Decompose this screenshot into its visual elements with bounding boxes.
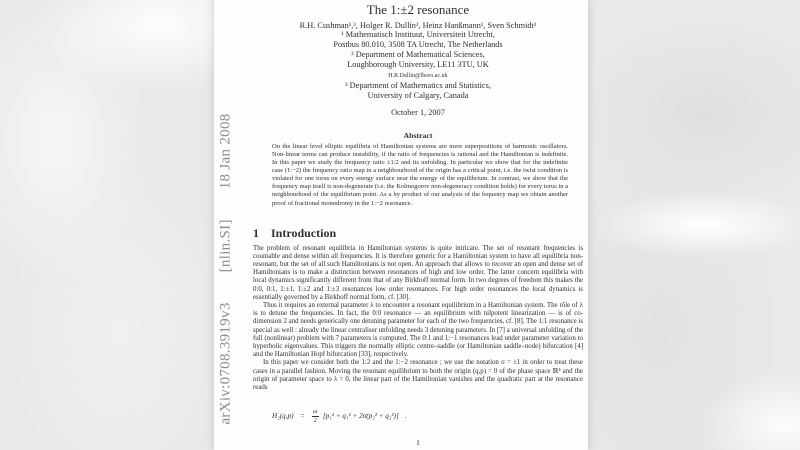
fraction-denominator: 2 — [313, 416, 317, 424]
affiliation-line: Loughborough University, LE11 3TU, UK — [347, 60, 489, 70]
affiliation-line: University of Calgary, Canada — [367, 91, 469, 101]
paragraph: In this paper we consider both the 1:2 and the 1:−2 resonance ; we use the notation σ = ±1 in order to treat these cases in a parallel fashion. Moving the resonant equilibrium to both the origin (q,p) = 0 of the phase space ℝ⁴ and the origin of parameter space to λ = 0, the linear part of the Hamiltonian vanishes and the quadratic part at the resonance reads — [253, 359, 583, 391]
arxiv-id: arXiv:0708.3919v3 — [217, 302, 234, 425]
author-email: H.R.Dullin@lboro.ac.uk — [388, 72, 448, 79]
affiliation-line: ² Department of Mathematical Sciences, — [351, 50, 485, 60]
affiliation-line: ¹ Mathematisch Instituut, Universiteit Utrecht, — [341, 29, 495, 39]
paragraph: The problem of resonant equilibria in Hamiltonian systems is quite intricate. The set of resonant frequencies is countable and dense within all frequencies. It is therefore generic for a Hamiltonian system to have all equilibria non-resonant, but the set of all such Hamiltonians is not open. An approach that allows to recover an open and dense set of Hamiltonians is to make a distinction between resonances of high and low order. The latter concern equilibria with local dynamics significantly different from that of any Birkhoff normal form. In two degrees of freedom this makes the 0:0, 0:1, 1:±1, 1:±2 and 1:±3 resonances low order resonances. For high order resonances the local dynamics is essentially governed by a Birkhoff normal form, cf. [30]. — [253, 244, 583, 301]
authors-line: R.H. Cushman¹,³, Holger R. Dullin², Heinz Hanßmann¹, Sven Schmidt² — [299, 21, 537, 30]
introduction-text — [253, 245, 583, 393]
section-heading — [253, 226, 336, 241]
affiliation-line: Postbus 80.010, 3508 TA Utrecht, The Netherlands — [333, 39, 503, 49]
equation-rhs: [p₁² + q₁² + 2σ(p₂² + q₂²)] — [322, 412, 399, 420]
equation-equals: = — [300, 412, 305, 420]
arxiv-date: 18 Jan 2008 — [217, 113, 234, 190]
fraction-numerator: ω — [313, 408, 318, 416]
equation-period: . — [404, 412, 407, 420]
paper-page — [214, 0, 588, 450]
hamiltonian-equation — [272, 407, 407, 425]
arxiv-category: [nlin.SI] — [217, 219, 234, 273]
affiliation-line: ³ Department of Mathematics and Statistics, — [345, 80, 491, 90]
affiliations-block — [253, 30, 583, 102]
equation-fraction — [312, 408, 319, 423]
paper-title: The 1:±2 resonance — [366, 2, 470, 17]
publication-date: October 1, 2007 — [391, 108, 445, 117]
arxiv-stamp — [217, 108, 235, 430]
paragraph: Thus it requires an external parameter λ to encounter a resonant equilibrium in a Hamiltonian system. The rôle of λ is to detune the frequencies. In fact, the 0:0 resonance — an equilibrium with nilpotent linearization — is of co-dimension 2 and needs generically one detuning parameter for each of the two frequencies, cf. [8]. The 1:1 resonance is special as well : already the linear centraliser unfolding needs 3 detuning parameters. In [7] a universal unfolding of the full (nonlinear) problem with 7 parameters is computed. The 0:1 and 1:−1 resonances lead under parameter variation to hyperbolic eigenvalues. This triggers the normally elliptic centre–saddle (or Hamiltonian saddle–node) bifurcation [4] and the Hamiltonian Hopf bifurcation [33], respectively. — [253, 301, 583, 359]
section-number: 1 — [253, 226, 259, 240]
equation-lhs: H₂(q,p) — [272, 412, 294, 420]
section-title: Introduction — [271, 226, 337, 240]
abstract-heading: Abstract — [403, 131, 433, 140]
abstract-body: On the linear level elliptic equilibria of Hamiltonian systems are mere superpositions of harmonic oscillators. Non-linear terms can produce instability, if the ratio of frequencies is rational and the Hamiltonian is indefinite. In this paper we study the frequency ratio ±1/2 and its unfolding. In particular we show that for the indefinite case (1:−2) the frequency ratio map in a neighbourhood of the origin has a critical point, i.e. the twist condition is violated for one torus on every energy surface near the energy of the equilibrium. In contrast, we show that the frequency map itself is non-degenerate (i.e. the Kolmogorov non-degeneracy condition holds) for every torus in a neighbourhood of the equilibrium point. As a by product of our analysis of the fequency map we obtain another proof of fractional monodromy in the 1:−2 resonance. — [272, 142, 568, 207]
page-number: 1 — [416, 438, 420, 447]
